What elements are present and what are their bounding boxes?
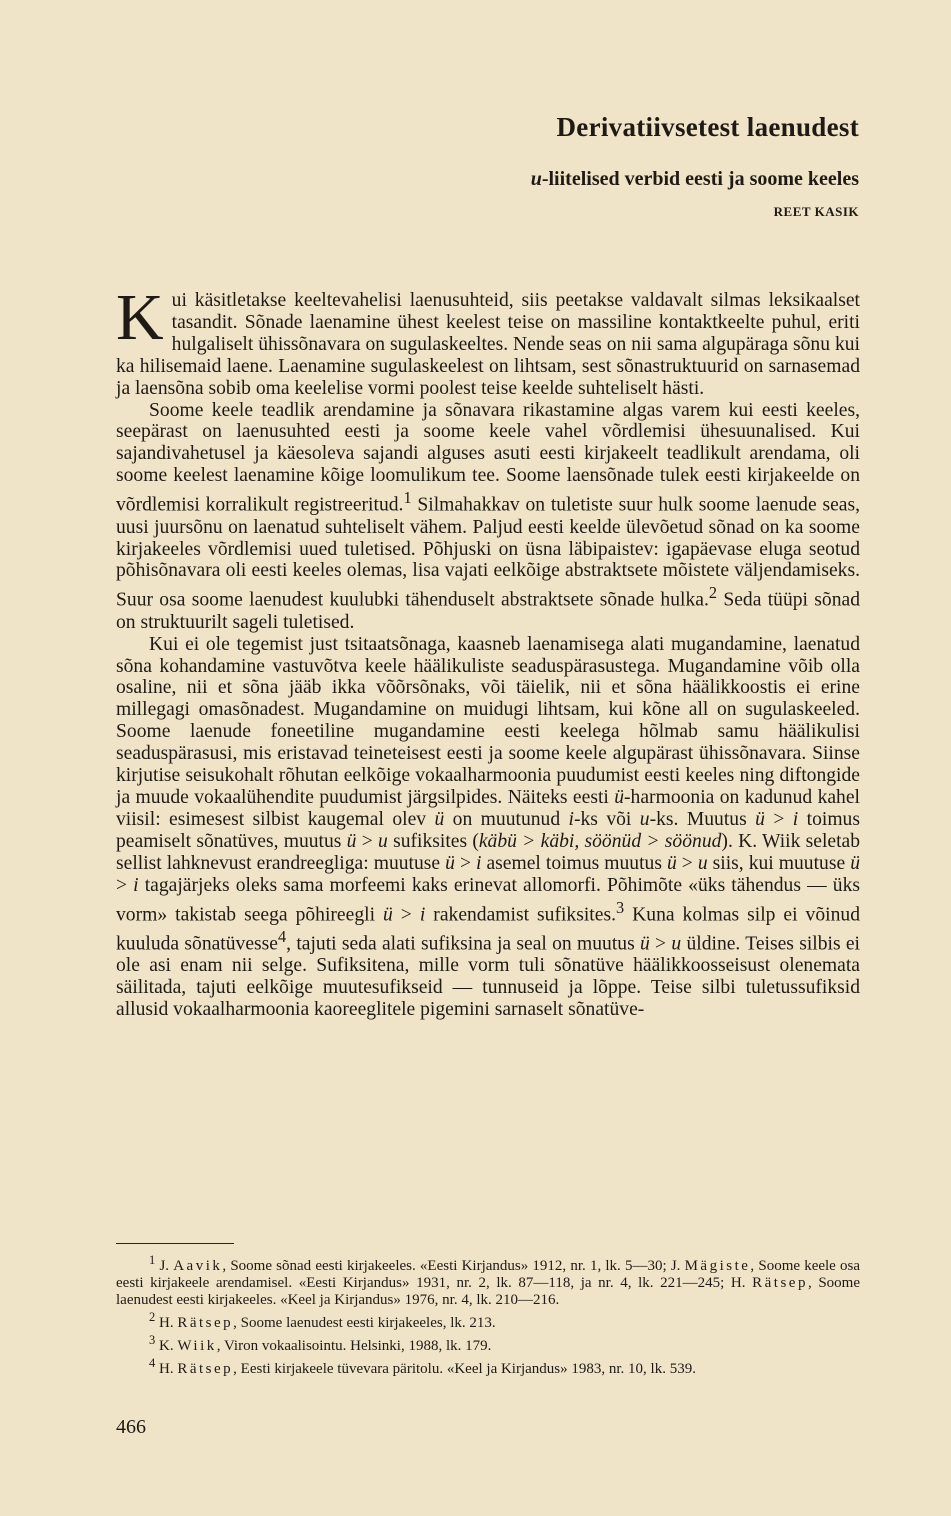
- paragraph-3-text-i: asemel toimus muutus: [481, 852, 667, 874]
- article-subtitle: [531, 168, 859, 191]
- paragraph-3-text-e: -ks. Muutus: [649, 808, 756, 830]
- footnote-2: [116, 1309, 860, 1332]
- paragraph-3-text-o: üldine. Teises silbis ei ole asi enam nii selge. Sufiksitena, mille vorm tuli sõnatüve häälikkoosseisust olenemata säilitada, tajuti eelkõige muutesufikseid — tunnuseid ja lõppe. Teise silbi tuletussufiksid allusid vokaalharmoonia kaoreeglitele pigemini sarnaselt sõnatüve-: [116, 933, 860, 1021]
- drop-cap: K: [116, 281, 164, 354]
- footnote-2-text-a: H.: [159, 1314, 178, 1331]
- paragraph-3-text-g: sufiksites (: [387, 830, 479, 852]
- change-arrow: >: [400, 904, 412, 926]
- footnote-1-mark: 1: [149, 1253, 156, 1267]
- footnote-2-text-b: , Soome laenudest eesti kirjakeeles, lk. 213.: [233, 1314, 496, 1331]
- italic-u-umlaut: ü: [666, 852, 677, 874]
- footnotes: [116, 1252, 860, 1377]
- change-arrow: >: [773, 808, 785, 830]
- footnote-2-author: Rätsep: [177, 1314, 234, 1331]
- italic-u-umlaut: ü: [755, 808, 765, 830]
- footnote-4: [116, 1355, 860, 1378]
- page-number: 466: [116, 1416, 146, 1438]
- footnote-1-text-b: , Soome sõnad eesti kirjakeeles. «Eesti Kirjandus» 1912, nr. 1, lk. 5—30; J.: [222, 1258, 685, 1274]
- footnote-1-text-d: , Soome laenudest eesti kirjakeeles. «Keel ja Kirjandus» 1976, nr. 4, lk. 210—216.: [116, 1274, 861, 1308]
- italic-u-umlaut: ü: [383, 904, 393, 926]
- paragraph-3-text-n: , tajuti seda alati sufiksina ja seal on muutus: [286, 933, 640, 955]
- footnote-4-author: Rätsep: [177, 1360, 234, 1377]
- change-arrow: >: [655, 933, 667, 955]
- footnote-ref-3[interactable]: 3: [615, 897, 625, 917]
- italic-u-umlaut: ü: [434, 808, 445, 830]
- footnote-1-author-3: Rätsep: [752, 1274, 808, 1291]
- change-arrow: >: [681, 852, 693, 874]
- italic-u: u: [378, 830, 388, 852]
- paragraph-2-text-c: Seda tüüpi sõnad on struktuurilt sageli tuletised.: [116, 589, 860, 633]
- footnote-1: [116, 1252, 860, 1309]
- change-arrow: >: [116, 874, 128, 896]
- footnote-3-text-a: K.: [159, 1337, 178, 1354]
- change-arrow: >: [361, 830, 373, 852]
- paragraph-2-text-b: Silmahakkav on tuletiste suur hulk soome laenude seas, uusi juursõnu on laenatud suhteliselt vähem. Paljud eesti keelde ülevõetud sõnad on ka soome kirjakeeles võrdlemisi uued tuletised. Põhjuski on üsna läbipaistev: igapäevase eluga seotud põhisõnavara oli eesti keeles olemas, lisa vajati eelkõige abstraktsete mõistete väljendamiseks. Suur osa soome laenudest kuulubki tähenduselt abstraktsete sõnade hulka.: [116, 494, 860, 611]
- footnote-ref-1[interactable]: 1: [403, 488, 412, 508]
- paragraph-3-text-a: Kui ei ole tegemist just tsitaatsõnaga, kaasneb laenamisega alati mugandamine, laenatud sõna kohandamine vastuvõtva keele häälikuliste seaduspärasustega. Mugandamine võib olla osaline, nii et sõna jääb ikka võõrsõnaks, või täielik, nii et sõna häälikkoostis ei erine millegagi omasõnadest. Mugandamine on muidugi lihtsam, kui kõne all on sugulaskeeled. Soome laenude foneetiline mugandamine eesti keelega hõlmab samu häälikulisi seaduspärasusi, mis eristavad teineteisest eesti ja soome keele algupärast ühissõnavara. Siinse kirjutise seisukohalt rõhutan eelkõige vokaalharmoonia puudumist eesti keeles ning diftongide ja muude vokaalühendite puudumist järgsilpides. Näiteks eesti: [116, 633, 860, 808]
- paragraph-2: [116, 400, 860, 634]
- change-arrow: >: [459, 852, 471, 874]
- footnote-3-text-b: , Viron vokaalisointu. Helsinki, 1988, lk. 179.: [216, 1337, 492, 1354]
- footnote-3-mark: 3: [149, 1332, 156, 1347]
- paragraph-3-text-f: toimus peamiselt sõnatüves, muutus: [116, 808, 860, 852]
- italic-i: i: [419, 904, 426, 926]
- italic-u: u: [697, 852, 708, 874]
- footnote-1-author-2: Mägiste: [684, 1258, 751, 1274]
- footnote-4-mark: 4: [149, 1355, 156, 1370]
- italic-u-umlaut: ü: [850, 852, 860, 874]
- footnote-1-text-a: J.: [159, 1258, 174, 1274]
- footnote-4-text-a: H.: [159, 1360, 178, 1377]
- subtitle-text: -liitelised verbid eesti ja soome keeles: [541, 168, 859, 190]
- paragraph-1-text: ui käsitletakse keeltevahelisi laenusuhteid, siis peetakse valdavalt silmas leksikaalset tasandit. Sõnade laenamine ühest keelest teise on massiline kontaktkeelte puhul, eriti hulgaliselt ühissõnavara on sugulaskeeltes. Nende seas on nii sama algupäraga sõnu kui ka hilisemaid laene. Laenamine sugulaskeelest on lihtsam, sest sõnastruktuurid on sarnasemad ja laensõna sobib oma keelelise vormi poolest teise keelde suhteliselt hästi.: [116, 290, 860, 399]
- footnote-1-text-c: , Soome keele osa eesti kirjakeele arendamisel. «Eesti Kirjandus» 1931, nr. 2, lk. 87—118, ja nr. 4, lk. 221—245; H.: [116, 1258, 861, 1291]
- footnote-3-author: Wiik: [177, 1337, 217, 1354]
- article-author: REET KASIK: [773, 204, 859, 219]
- article-title: Derivatiivsetest laenudest: [556, 112, 859, 142]
- footnote-divider: [116, 1243, 234, 1244]
- italic-i: i: [568, 808, 574, 830]
- paragraph-3-text-k: tagajärjeks oleks sama morfeemi kaks erinevat allomorfi. Põhimõte «üks tähendus — üks vorm» takistab seega põhireegli: [116, 874, 860, 926]
- italic-i: i: [476, 852, 482, 874]
- italic-u-umlaut: ü: [614, 787, 625, 808]
- subtitle-italic-u: u: [530, 168, 542, 190]
- paragraph-2-text-a: Soome keele teadlik arendamine ja sõnavara rikastamine algas varem kui eesti keeles, seepärast on laenusuhted eesti ja soome keele vahel võrdlemisi ühesuunalised. Kui sajandivahetusel ja käesoleva sajandi alguses asuti eesti kirjakeelt teadlikult arendama, oli soome keelest laenamine kõige loomulikum tee. Soome laensõnade tulek eesti kirjakeelde on võrdlemisi korralikult registreeritud.: [116, 399, 860, 516]
- italic-u-umlaut: ü: [445, 852, 455, 874]
- italic-examples: käbü > käbi, söönüd > söönud: [478, 830, 722, 852]
- paragraph-3-text-h: ). K. Wiik seletab sellist lahknevust erandreegliga: muutuse: [116, 830, 861, 874]
- italic-u-umlaut: ü: [346, 830, 357, 852]
- italic-u: u: [639, 808, 650, 830]
- italic-i: i: [133, 874, 139, 896]
- footnote-ref-2[interactable]: 2: [708, 583, 718, 603]
- footnote-ref-4[interactable]: 4: [278, 926, 287, 946]
- paragraph-3-text-m: Kuna kolmas silp ei võinud kuuluda sõnatüvesse: [116, 904, 860, 955]
- italic-i: i: [792, 808, 799, 830]
- paragraph-3-text-j: siis, kui muutuse: [707, 852, 851, 874]
- footnote-3: [116, 1332, 860, 1355]
- paragraph-3-text-d: -ks või: [573, 808, 640, 830]
- footnote-2-mark: 2: [149, 1309, 156, 1324]
- footnote-1-author-1: Aavik: [173, 1258, 223, 1274]
- paragraph-3-text-c: on muutunud: [444, 808, 569, 830]
- paragraph-3: [116, 634, 860, 1021]
- article-body: [116, 281, 861, 1021]
- footnote-4-text-b: , Eesti kirjakeele tüvevara päritolu. «Keel ja Kirjandus» 1983, nr. 10, lk. 539.: [233, 1360, 696, 1377]
- paragraph-1: [116, 281, 860, 400]
- paragraph-3-text-b: -harmoonia on kadunud kahel viisil: esimesest silbist kaugemal olev: [116, 787, 860, 830]
- italic-u-umlaut: ü: [639, 933, 650, 955]
- italic-u: u: [671, 933, 682, 955]
- paragraph-3-text-l: rakendamist sufiksites.: [425, 904, 616, 926]
